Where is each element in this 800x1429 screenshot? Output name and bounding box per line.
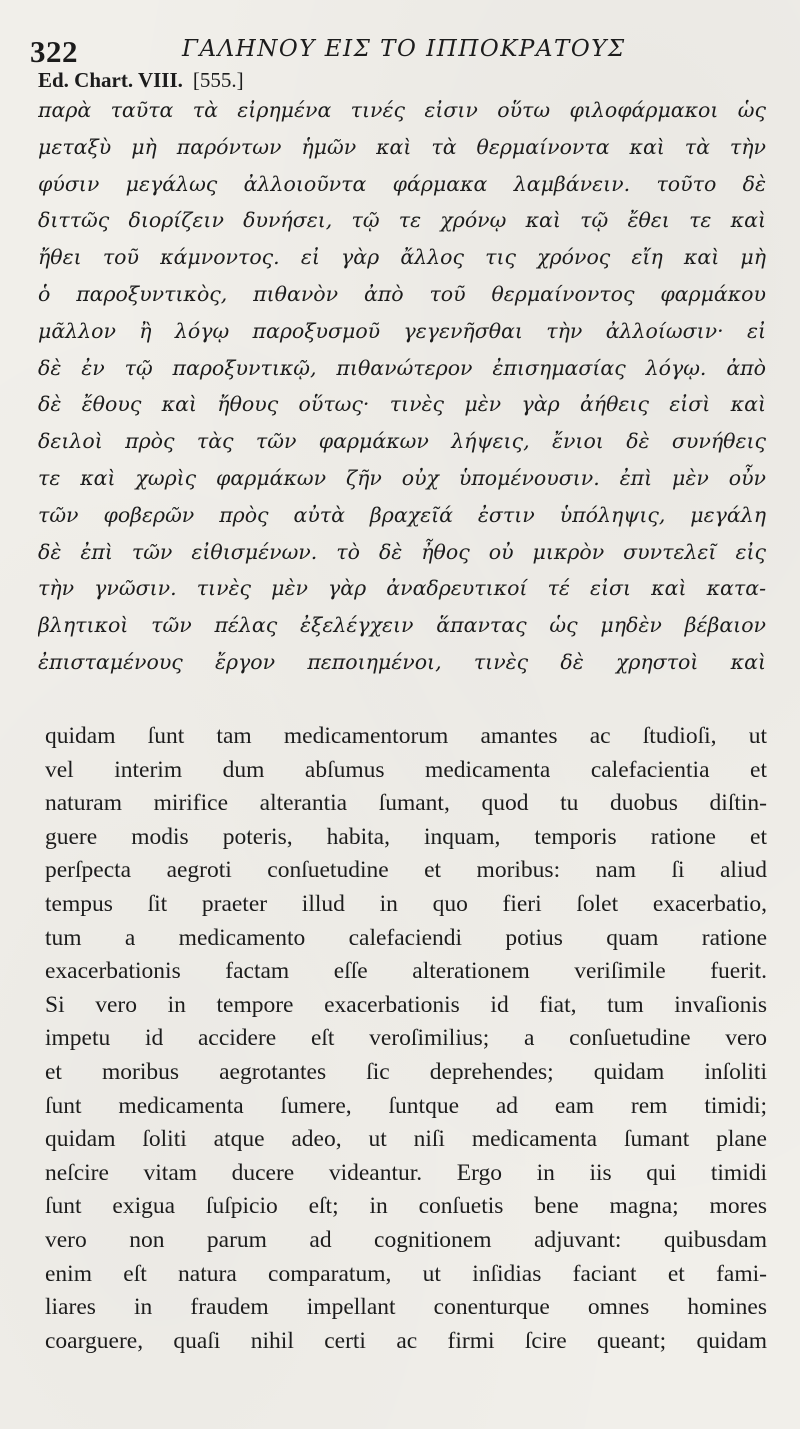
greek-line: διττῶς διορίζειν δυνήσει, τῷ τε χρόνῳ καὶ τῷ ἔθει τε καὶ	[38, 208, 766, 233]
latin-line: tempus ſit praeter illud in quo fieri ſolet exacerbatio,	[45, 890, 767, 917]
edition-label: Ed. Chart. VIII.	[38, 68, 183, 92]
greek-line: βλητικοὶ τῶν πέλας ἐξελέγχειν ἅπαντας ὡς μηδὲν βέβαιον	[38, 613, 766, 638]
greek-line: φύσιν μεγάλως ἀλλοιοῦντα φάρμακα λαμβάνειν. τοῦτο δὲ	[38, 171, 766, 196]
greek-line: παρὰ ταῦτα τὰ εἰρημένα τινές εἰσιν οὕτω φιλοφάρμακοι ὡς	[38, 98, 766, 122]
greek-line: δὲ ἐπὶ τῶν εἰθισμένων. τὸ δὲ ἦθος οὐ μικρὸν συντελεῖ εἰς	[38, 539, 766, 564]
latin-line: liares in fraudem impellant conenturque omnes homines	[45, 1294, 767, 1321]
latin-line: et moribus aegrotantes ſic deprehendes; quidam inſoliti	[45, 1058, 767, 1085]
edition-reference	[38, 68, 244, 93]
latin-line: enim eſt natura comparatum, ut inſidias faciant et fami-	[45, 1260, 767, 1287]
latin-line: guere modis poteris, habita, inquam, temporis ratione et	[45, 823, 767, 850]
latin-line: tum a medicamento calefaciendi potius quam ratione	[45, 924, 767, 951]
page-header	[30, 26, 770, 69]
latin-line: ſunt exigua ſuſpicio eſt; in conſuetis bene magna; mores	[45, 1193, 767, 1220]
greek-line: δειλοὶ πρὸς τὰς τῶν φαρμάκων λήψεις, ἔνιοι δὲ συνήθεις	[38, 429, 766, 454]
greek-line: ὁ παροξυντικὸς, πιθανὸν ἀπὸ τοῦ θερμαίνοντος φαρμάκου	[38, 281, 766, 306]
greek-line: τὴν γνῶσιν. τινὲς μὲν γὰρ ἀναδρευτικοί τέ εἰσι καὶ κατα-	[38, 576, 766, 601]
greek-line: τῶν φοβερῶν πρὸς αὐτὰ βραχεῖά ἐστιν ὑπόληψις, μεγάλη	[38, 502, 766, 527]
greek-line: ἐπισταμένους ἔργον πεποιημένοι, τινὲς δὲ χρηστοὶ καὶ	[38, 649, 766, 674]
latin-line: coarguere, quaſi nihil certi ac firmi ſcire queant; quidam	[45, 1327, 767, 1354]
page-number: 322	[30, 34, 78, 69]
running-title: ΓΑΛΗΝΟΥ ΕΙΣ ΤΟ ΙΠΠΟΚΡΑΤΟΥΣ	[182, 36, 626, 62]
greek-line: μεταξὺ μὴ παρόντων ἡμῶν καὶ τὰ θερμαίνοντα καὶ τὰ τὴν	[38, 134, 766, 159]
latin-line: perſpecta aegroti conſuetudine et moribus: nam ſi aliud	[45, 857, 767, 884]
greek-line: τε καὶ χωρὶς φαρμάκων ζῆν οὐχ ὑπομένουσιν. ἐπὶ μὲν οὖν	[38, 465, 766, 490]
latin-line: quidam ſoliti atque adeo, ut niſi medicamenta ſumant plane	[45, 1126, 767, 1153]
latin-line: neſcire vitam ducere videantur. Ergo in iis qui timidi	[45, 1159, 767, 1186]
greek-line: ἤθει τοῦ κάμνοντος. εἰ γὰρ ἄλλος τις χρόνος εἴη καὶ μὴ	[38, 245, 766, 270]
latin-line: naturam mirifice alterantia ſumant, quod tu duobus diſtin-	[45, 790, 767, 817]
greek-line: δὲ ἔθους καὶ ἤθους οὕτως· τινὲς μὲν γὰρ ἀήθεις εἰσὶ καὶ	[38, 392, 766, 417]
latin-line: vero non parum ad cognitionem adjuvant: quibusdam	[45, 1226, 767, 1253]
edition-page-reference: [555.]	[192, 68, 244, 92]
latin-line: quidam ſunt tam medicamentorum amantes ac ſtudioſi, ut	[45, 723, 767, 749]
greek-text-block	[38, 92, 766, 681]
greek-line: δὲ ἐν τῷ παροξυντικῷ, πιθανώτερον ἐπισημασίας λόγῳ. ἀπὸ	[38, 355, 766, 380]
latin-text-block	[45, 720, 767, 1358]
latin-line: impetu id accidere eſt veroſimilius; a conſuetudine vero	[45, 1025, 767, 1052]
latin-line: ſunt medicamenta ſumere, ſuntque ad eam rem timidi;	[45, 1092, 767, 1119]
latin-line: exacerbationis factam eſſe alterationem veriſimile fuerit.	[45, 958, 767, 985]
greek-line: μᾶλλον ἢ λόγῳ παροξυσμοῦ γεγενῆσθαι τὴν ἀλλοίωσιν· εἰ	[38, 318, 766, 343]
latin-line: Si vero in tempore exacerbationis id fiat, tum invaſionis	[45, 991, 767, 1018]
latin-line: vel interim dum abſumus medicamenta calefacientia et	[45, 756, 767, 783]
